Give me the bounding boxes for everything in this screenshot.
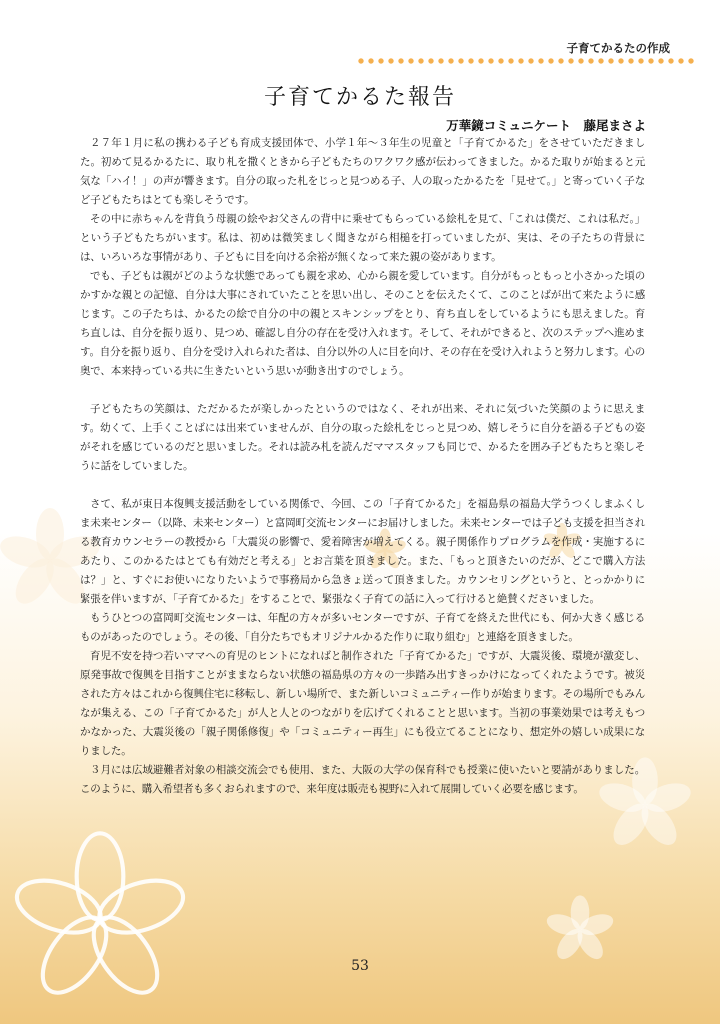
article-author: 万華鏡コミュニケート 藤尾まさよ (446, 118, 646, 133)
paragraph: その中に赤ちゃんを背負う母親の絵やお父さんの背中に乗せてもらっている絵札を見て、「これは僕だ、これは私だ。」という子どもたちがいます。私は、初めは微笑ましく聞きながら相槌を打っていましたが、実は、その子たちの背景には、いろいろな事情があり、子どもに目を向ける余裕が無くなって来た親の姿があります。 (80, 213, 645, 263)
article-title: 子育てかるた報告 (263, 85, 456, 110)
dotted-divider (356, 57, 696, 65)
page-number: 53 (351, 958, 369, 974)
paragraph: ２７年１月に私の携わる子ども育成支援団体で、小学１年～３年生の児童と「子育てかるた」をさせていただきました。初めて見るかるたに、取り札を撒くときから子どもたちのワクワク感が伝わってきました。かるた取りが始まると元気な「ハイ！」の声が響きます。自分の取った札をじっと見つめる子、人の取ったかるたを「見せて。」と寄っていく子など子どもたちはとても楽しそうです。 (80, 137, 645, 206)
flower-icon (0, 820, 200, 1020)
paragraph: もうひとつの富岡町交流センターは、年配の方々が多いセンターですが、子育てを終えた世代にも、何か大きく感じるものがあったのでしょう。その後、「自分たちでもオリジナルかるた作りに取り組む」と連絡を頂きました。 (80, 612, 645, 643)
paragraph: でも、子どもは親がどのような状態であっても親を求め、心から親を愛しています。自分がもっともっと小さかった頃のかすかな親との記憶、自分は大事にされていたことを思い出し、そのことを伝えたくて、このことばが出て来たように感じます。この子たちは、かるたの絵で自分の中の親とスキンシップをとり、育ち直しをしているようにも思えました。育ち直しは、自分を振り返り、見つめ、確認し自分の存在を受け入れます。そして、それができると、次のステップへ進めます。自分を振り返り、自分を受け入れられた者は、自分以外の人に目を向け、その存在を受け入れようと努力します。心の奥で、本来持っている共に生きたいという思いが動き出すのでしょう。 (80, 270, 645, 377)
paragraph: 育児不安を持つ若いママへの育児のヒントになればと制作された「子育てかるた」ですが、大震災後、環境が激変し、原発事故で復興を目指すことがままならない状態の福島県の方々の一歩踏み出すきっかけになってくれたようです。被災された方々はこれから復興住宅に移転し、新しい場所で、また新しいコミュニティー作りが始まります。その場所でもみんなが集える、この「子育てかるた」が人と人とのつながりを広げてくれることと思います。当初の事業効果では考えもつかなかった、大震災後の「親子関係修復」や「コミュニティー再生」にも役立てることになり、想定外の嬉しい成果になりました。 (80, 650, 645, 757)
section-label: 子育てかるたの作成 (566, 41, 670, 55)
paragraph: 子どもたちの笑顔は、ただかるたが楽しかったというのではなく、それが出来、それに気づいた笑顔のように思えます。幼くて、上手くことばには出来ていませんが、自分の取った絵札をじっと見つめ、嬉しそうに自分を語る子どもの姿がそれを感じているのだと思いました。それは読み札を読んだママスタッフも同じで、かるたを囲み子どもたちと楽しそうに話をしていました。 (80, 403, 645, 472)
article-body (80, 134, 645, 799)
paragraph: ３月には広域避難者対象の相談交流会でも使用、また、大阪の大学の保育科でも授業に使いたいと要請がありました。このように、購入希望者も多くおられますので、来年度は販売も視野に入れて展開していく必要を感じます。 (80, 764, 645, 795)
paragraph: さて、私が東日本復興支援活動をしている関係で、今回、この「子育てかるた」を福島県の福島大学うつくしまふくしま未来センター（以降、未来センター）と富岡町交流センターにお届けしました。未来センターでは子ども支援を担当される教育カウンセラーの教授から「大震災の影響で、愛着障害が増えてくる。親子関係作りプログラムを作成・実施するにあたり、このかるたはとても有効だと考える」とお言葉を頂きました。また、「もっと頂きたいのだが、どこで購入方法は？」と、すぐにお使いになりたいようで事務局から急きょ送って頂きました。カウンセリングというと、とっかかりに緊張を伴いますが、「子育てかるた」をすることで、緊張なく子育ての話に入って行けると絶賛くださいました。 (80, 498, 645, 605)
